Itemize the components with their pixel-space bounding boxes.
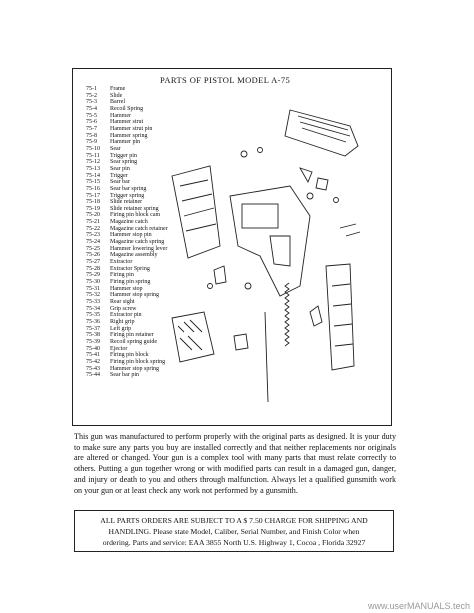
part-name: Rear sight	[110, 299, 135, 305]
safety-paragraph: This gun was manufactured to perform properly with the original parts as designed. It is your duty to make sure any parts you buy are installed correctly and that neither replacements nor originals are altered or changed. Your gun is a complex tool with many parts that must relate correctly to others. Putting a gun together wrong or with modified parts can result in a damaged gun, danger, and injury or death to you and others through malfunction. Always let a qualified gunsmith work on your gun or at least check any work not performed by a gunsmith.	[74, 432, 396, 495]
part-number: 75-40	[86, 345, 100, 352]
part-name: Frame	[110, 86, 126, 92]
part-name: Hammer	[110, 112, 131, 119]
part-number: 75-10	[86, 145, 100, 152]
part-name: Magazine catch spring	[110, 239, 165, 246]
part-name: Sear bar pin	[110, 372, 139, 379]
frame-part	[230, 186, 310, 296]
part-name: Trigger spring	[110, 192, 145, 199]
part-number: 75-6	[86, 119, 97, 126]
part-number: 75-9	[86, 139, 97, 146]
part-name: Hammer stop	[110, 285, 143, 292]
part-name: Magazine catch	[110, 219, 148, 226]
part-number: 75-33	[86, 299, 100, 305]
part-number: 75-32	[86, 292, 100, 299]
notice-line-3: ordering. Parts and service: EAA 3855 North U.S. Highway 1, Cocoa , Florida 32927	[102, 538, 366, 547]
part-number: 75-7	[86, 125, 97, 132]
part-name: Slide retainer spring	[110, 205, 159, 212]
part-number: 75-13	[86, 165, 100, 172]
part-number: 75-21	[86, 219, 100, 226]
part-name: Magazine catch retainer	[110, 225, 168, 232]
part-name: Sear bar spring	[110, 185, 147, 192]
part-number: 75-22	[86, 225, 100, 232]
part-name: Barrel	[110, 99, 125, 106]
part-name: Hammer stop spring	[110, 365, 159, 372]
part-number: 75-31	[86, 285, 100, 292]
part-number: 75-16	[86, 185, 100, 192]
part-number: 75-44	[86, 372, 100, 379]
part-number: 75-35	[86, 312, 100, 319]
part-number: 75-1	[86, 86, 97, 92]
parts-order-notice	[74, 510, 394, 552]
part-name: Sear	[110, 145, 121, 152]
part-number: 75-29	[86, 272, 100, 279]
part-number: 75-42	[86, 358, 100, 365]
part-name: Slide retainer	[110, 199, 143, 206]
part-name: Hammer strut	[110, 119, 144, 126]
part-number: 75-14	[86, 172, 100, 179]
part-number: 75-36	[86, 318, 100, 325]
part-number: 75-37	[86, 325, 100, 332]
part-name: Trigger pin	[110, 152, 137, 159]
part-number: 75-5	[86, 112, 97, 119]
part-name: Firing pin retainer	[110, 332, 154, 339]
part-name: Grip screw	[110, 305, 137, 312]
part-number: 75-18	[86, 199, 100, 206]
part-name: Hammer pin	[110, 139, 141, 146]
part-number: 75-4	[86, 105, 97, 112]
diagram-title: PARTS OF PISTOL MODEL A-75	[160, 75, 291, 85]
magazine-part	[172, 166, 220, 258]
part-name: Firing pin block cam	[110, 212, 161, 219]
part-name: Hammer spring	[110, 132, 148, 139]
part-number: 75-41	[86, 352, 100, 359]
part-name: Left grip	[110, 325, 132, 332]
part-number: 75-38	[86, 332, 100, 339]
part-name: Hammer stop pin	[110, 232, 152, 239]
part-number: 75-3	[86, 99, 97, 106]
part-number: 75-8	[86, 132, 97, 139]
part-name: Firing pin	[110, 272, 134, 279]
part-number: 75-28	[86, 265, 100, 272]
part-name: Sear bar	[110, 179, 130, 186]
barrel-part	[326, 264, 354, 370]
part-number: 75-19	[86, 205, 100, 212]
part-name: Sear spring	[110, 159, 138, 166]
part-number: 75-25	[86, 245, 100, 252]
part-name: Sear pin	[110, 165, 130, 172]
notice-line-2: HANDLING. Please state Model, Caliber, Serial Number, and Finish Color when	[108, 527, 360, 536]
grip-part	[172, 312, 214, 362]
part-number: 75-23	[86, 232, 100, 239]
part-name: Firing pin spring	[110, 279, 151, 286]
part-number: 75-39	[86, 338, 100, 345]
part-name: Right grip	[110, 318, 135, 325]
part-number: 75-26	[86, 252, 100, 259]
part-name: Hammer strut pin	[110, 125, 153, 132]
spring-guide-part	[265, 312, 268, 402]
part-name: Magazine assembly	[110, 252, 158, 259]
part-name: Recoil spring guide	[110, 338, 157, 345]
part-name: Firing pin block spring	[110, 358, 166, 365]
part-number: 75-20	[86, 212, 100, 219]
part-number: 75-2	[86, 92, 97, 99]
part-name: Extractor	[110, 259, 133, 266]
slide-part	[285, 110, 358, 156]
part-number: 75-17	[86, 192, 100, 199]
part-number: 75-27	[86, 259, 100, 266]
part-number: 75-34	[86, 305, 100, 312]
part-name: Recoil Spring	[110, 105, 144, 112]
notice-line-1: ALL PARTS ORDERS ARE SUBJECT TO A $ 7.50 CHARGE FOR SHIPPING AND	[100, 516, 368, 525]
part-number: 75-11	[86, 152, 100, 159]
part-name: Firing pin block	[110, 352, 149, 359]
part-name: Extractor Spring	[110, 265, 150, 272]
part-name: Extractor pin	[110, 312, 142, 319]
part-number: 75-30	[86, 279, 100, 286]
part-name: Hammer lowering lever	[110, 245, 168, 252]
part-name: Slide	[110, 92, 123, 99]
part-number: 75-24	[86, 239, 100, 246]
part-number: 75-12	[86, 159, 100, 166]
exploded-parts-diagram	[150, 86, 390, 422]
part-name: Ejector	[110, 345, 128, 352]
part-name: Hammer stop spring	[110, 292, 159, 299]
part-number: 75-15	[86, 179, 100, 186]
watermark: www.userMANUALS.tech	[367, 601, 470, 611]
part-name: Trigger	[110, 172, 128, 179]
part-number: 75-43	[86, 365, 100, 372]
